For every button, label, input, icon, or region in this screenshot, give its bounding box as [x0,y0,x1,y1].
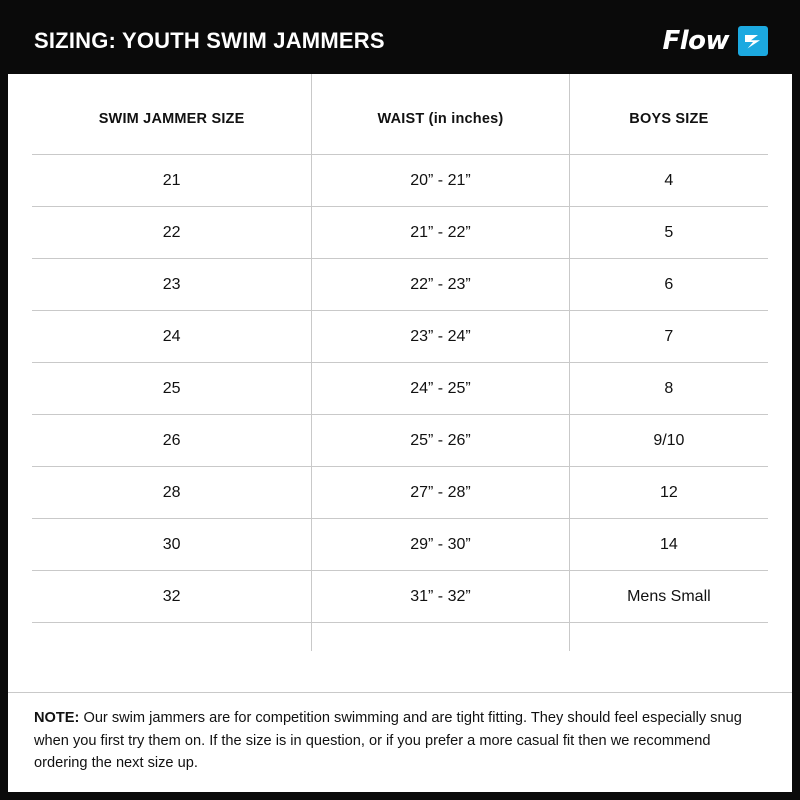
note-text: Our swim jammers are for competition swimming and are tight fitting. They should feel especially snug when you first try them on. If the size is in question, or if you prefer a more casual fit then we recommend ordering the next size up. [34,710,742,771]
flow-logo-icon [738,26,768,56]
cell-waist: 22” - 23” [312,259,570,311]
brand-logo [662,26,768,56]
table-row [32,207,768,259]
table-body [32,155,768,651]
column-header-waist: WAIST (in inches) [312,74,570,155]
cell-jammer-size: 25 [32,363,312,415]
table-row [32,519,768,571]
table-header [32,74,768,155]
cell-jammer-size: 24 [32,311,312,363]
cell-boys-size: 5 [569,207,768,259]
cell-spacer [312,623,570,651]
cell-jammer-size: 23 [32,259,312,311]
table-row [32,415,768,467]
brand-wordmark: Flow [662,26,729,56]
table-row-spacer [32,623,768,651]
cell-boys-size: Mens Small [569,571,768,623]
cell-boys-size: 4 [569,155,768,207]
cell-jammer-size: 22 [32,207,312,259]
cell-boys-size: 12 [569,467,768,519]
cell-waist: 25” - 26” [312,415,570,467]
size-table [32,74,768,651]
size-table-container [8,74,792,692]
cell-waist: 29” - 30” [312,519,570,571]
cell-spacer [569,623,768,651]
cell-jammer-size: 28 [32,467,312,519]
cell-boys-size: 8 [569,363,768,415]
cell-jammer-size: 30 [32,519,312,571]
cell-waist: 27” - 28” [312,467,570,519]
page-title: SIZING: YOUTH SWIM JAMMERS [34,28,385,53]
cell-jammer-size: 26 [32,415,312,467]
cell-boys-size: 7 [569,311,768,363]
header-bar [8,8,792,74]
column-header-jammer-size: SWIM JAMMER SIZE [32,74,312,155]
table-row [32,363,768,415]
note-label: NOTE: [34,710,80,727]
cell-jammer-size: 21 [32,155,312,207]
table-row [32,311,768,363]
cell-boys-size: 14 [569,519,768,571]
cell-spacer [32,623,312,651]
table-row [32,467,768,519]
cell-boys-size: 6 [569,259,768,311]
cell-waist: 20” - 21” [312,155,570,207]
note-section [8,692,792,792]
cell-jammer-size: 32 [32,571,312,623]
table-header-row [32,74,768,155]
column-header-boys-size: BOYS SIZE [629,111,709,127]
cell-waist: 24” - 25” [312,363,570,415]
table-row [32,571,768,623]
cell-boys-size: 9/10 [569,415,768,467]
cell-waist: 23” - 24” [312,311,570,363]
table-row [32,155,768,207]
cell-waist: 21” - 22” [312,207,570,259]
table-row [32,259,768,311]
size-chart-card [8,8,792,792]
cell-waist: 31” - 32” [312,571,570,623]
